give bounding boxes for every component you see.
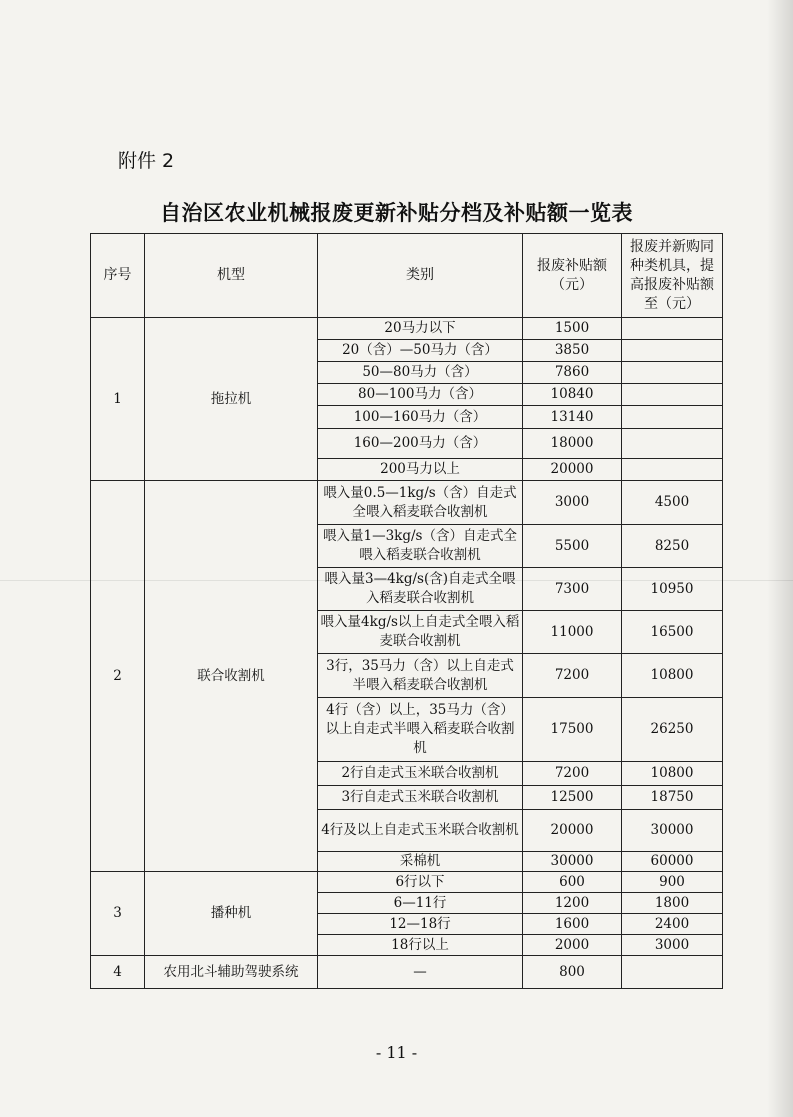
row-subsidy: 600	[523, 872, 622, 893]
row-subsidy: 7860	[523, 362, 622, 384]
row-category: 2行自走式玉米联合收割机	[318, 762, 523, 786]
row-category: 喂入量3—4kg/s(含)自走式全喂入稻麦联合收割机	[318, 568, 523, 611]
row-subsidy: 2000	[523, 935, 622, 956]
group-model: 农用北斗辅助驾驶系统	[145, 956, 318, 989]
attachment-label: 附件 2	[118, 150, 175, 172]
row-subsidy: 17500	[523, 698, 622, 762]
row-subsidy: 11000	[523, 611, 622, 654]
header-subsidy: 报废补贴额（元）	[523, 234, 622, 318]
row-subsidy: 20000	[523, 810, 622, 852]
row-category: 20马力以下	[318, 318, 523, 340]
row-raised: 10800	[622, 762, 723, 786]
row-subsidy: 7300	[523, 568, 622, 611]
row-raised: 10800	[622, 654, 723, 698]
header-subsidy-raised: 报废并新购同种类机具，提高报废补贴额至（元）	[622, 234, 723, 318]
row-category: 160—200马力（含）	[318, 429, 523, 459]
row-category: 50—80马力（含）	[318, 362, 523, 384]
row-category: 80—100马力（含）	[318, 384, 523, 406]
row-category: 6—11行	[318, 893, 523, 914]
row-raised: 60000	[622, 852, 723, 872]
header-row	[91, 234, 723, 318]
group-seq: 4	[91, 956, 145, 989]
row-raised: 1800	[622, 893, 723, 914]
row-subsidy: 12500	[523, 786, 622, 810]
header-seq: 序号	[91, 234, 145, 318]
scan-edge-shadow	[767, 0, 793, 1117]
row-raised: 3000	[622, 935, 723, 956]
row-category: 12—18行	[318, 914, 523, 935]
row-category: 喂入量4kg/s以上自走式全喂入稻麦联合收割机	[318, 611, 523, 654]
row-category: 采棉机	[318, 852, 523, 872]
row-raised: 30000	[622, 810, 723, 852]
row-raised: 18750	[622, 786, 723, 810]
row-subsidy: 13140	[523, 406, 622, 429]
row-subsidy: 10840	[523, 384, 622, 406]
row-category: —	[318, 956, 523, 989]
row-category: 3行，35马力（含）以上自走式半喂入稻麦联合收割机	[318, 654, 523, 698]
row-subsidy: 7200	[523, 762, 622, 786]
row-category: 200马力以上	[318, 459, 523, 481]
row-raised	[622, 429, 723, 459]
row-subsidy: 30000	[523, 852, 622, 872]
table-row	[91, 872, 723, 893]
row-subsidy: 1200	[523, 893, 622, 914]
group-seq: 1	[91, 318, 145, 481]
row-category: 4行及以上自走式玉米联合收割机	[318, 810, 523, 852]
row-category: 20（含）—50马力（含）	[318, 340, 523, 362]
row-raised: 900	[622, 872, 723, 893]
row-raised	[622, 340, 723, 362]
row-subsidy: 1500	[523, 318, 622, 340]
group-seq: 2	[91, 481, 145, 872]
row-raised	[622, 956, 723, 989]
row-category: 喂入量0.5—1kg/s（含）自走式全喂入稻麦联合收割机	[318, 481, 523, 525]
row-subsidy: 800	[523, 956, 622, 989]
row-raised: 2400	[622, 914, 723, 935]
row-category: 3行自走式玉米联合收割机	[318, 786, 523, 810]
group-model: 播种机	[145, 872, 318, 956]
table-row	[91, 318, 723, 340]
row-category: 喂入量1—3kg/s（含）自走式全喂入稻麦联合收割机	[318, 525, 523, 568]
document-title: 自治区农业机械报废更新补贴分档及补贴额一览表	[160, 201, 633, 225]
row-raised: 16500	[622, 611, 723, 654]
row-raised	[622, 459, 723, 481]
row-subsidy: 18000	[523, 429, 622, 459]
row-category: 6行以下	[318, 872, 523, 893]
subsidy-table	[90, 233, 723, 989]
header-model: 机型	[145, 234, 318, 318]
row-raised: 26250	[622, 698, 723, 762]
row-raised	[622, 384, 723, 406]
row-category: 18行以上	[318, 935, 523, 956]
row-category: 100—160马力（含）	[318, 406, 523, 429]
row-subsidy: 7200	[523, 654, 622, 698]
row-subsidy: 20000	[523, 459, 622, 481]
row-raised: 4500	[622, 481, 723, 525]
row-category: 4行（含）以上，35马力（含）以上自走式半喂入稻麦联合收割机	[318, 698, 523, 762]
row-subsidy: 1600	[523, 914, 622, 935]
row-raised	[622, 362, 723, 384]
group-seq: 3	[91, 872, 145, 956]
group-model: 拖拉机	[145, 318, 318, 481]
row-raised: 8250	[622, 525, 723, 568]
row-subsidy: 5500	[523, 525, 622, 568]
table-row	[91, 481, 723, 525]
group-model: 联合收割机	[145, 481, 318, 872]
header-category: 类别	[318, 234, 523, 318]
page-number: - 11 -	[375, 1043, 418, 1062]
row-raised	[622, 318, 723, 340]
row-subsidy: 3850	[523, 340, 622, 362]
table-row	[91, 956, 723, 989]
row-raised	[622, 406, 723, 429]
row-subsidy: 3000	[523, 481, 622, 525]
row-raised: 10950	[622, 568, 723, 611]
